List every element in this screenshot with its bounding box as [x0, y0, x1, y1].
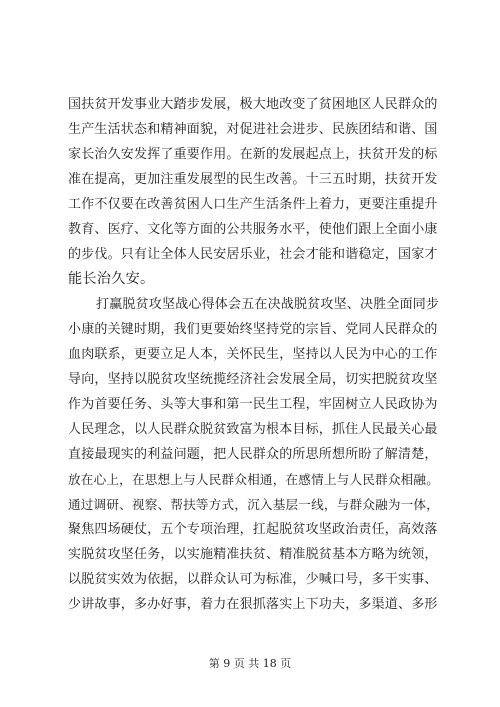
text-line: 准在提高，更加注重发展型的民生改善。十三五时期，扶贫开发 [68, 172, 438, 187]
paragraph [68, 292, 438, 617]
text-line: 导向，坚持以脱贫攻坚统揽经济社会发展全局，切实把脱贫攻坚 [68, 372, 438, 387]
text-line: 工作不仅要在改善贫困人口生产生活条件上着力，更要注重提升 [68, 197, 438, 212]
text-line: 通过调研、视察、帮扶等方式，沉入基层一线，与群众融为一体， [68, 497, 440, 512]
text-line: 的步伐。只有让全体人民安居乐业，社会才能和谐稳定，国家才 [68, 247, 438, 262]
text-line: 人民理念，以人民群众脱贫致富为根本目标，抓住人民最关心最 [68, 422, 438, 437]
text-line: 血肉联系，更要立足人本，关怀民生，坚持以人民为中心的工作 [68, 347, 438, 362]
text-line: 放在心上，在思想上与人民群众相通，在感情上与人民群众相融。 [68, 472, 440, 487]
text-line: 家长治久安发挥了重要作用。在新的发展起点上，扶贫开发的标 [68, 147, 438, 162]
text-line: 实脱贫攻坚任务，以实施精准扶贫、精准脱贫基本方略为统领， [68, 547, 438, 562]
text-line: 国扶贫开发事业大踏步发展，极大地改变了贫困地区人民群众的 [68, 97, 438, 112]
text-line: 直接最现实的利益问题，把人民群众的所思所想所盼了解清楚， [68, 447, 438, 462]
paragraph [68, 92, 438, 292]
text-line: 教育、医疗、文化等方面的公共服务水平，使他们跟上全面小康 [68, 222, 438, 237]
body-text [68, 92, 438, 617]
text-line: 作为首要任务、头等大事和第一民生工程，牢固树立人民政协为 [68, 397, 438, 412]
text-line: 生产生活状态和精神面貌，对促进社会进步、民族团结和谐、国 [68, 122, 438, 137]
text-line: 少讲故事，多办好事，着力在狠抓落实上下功夫，多渠道、多形 [68, 597, 438, 612]
text-line: 聚焦四场硬仗，五个专项治理，扛起脱贫攻坚政治责任，高效落 [68, 522, 438, 537]
text-line: 以脱贫实效为依据，以群众认可为标准，少喊口号，多干实事、 [68, 572, 438, 587]
text-line: 能长治久安。 [68, 271, 155, 287]
text-line: 打赢脱贫攻坚战心得体会五在决战脱贫攻坚、决胜全面同步 [96, 297, 440, 312]
page-footer: 第 9 页 共 18 页 [208, 657, 292, 670]
text-line: 小康的关键时期，我们更要始终坚持党的宗旨、党同人民群众的 [68, 322, 438, 337]
